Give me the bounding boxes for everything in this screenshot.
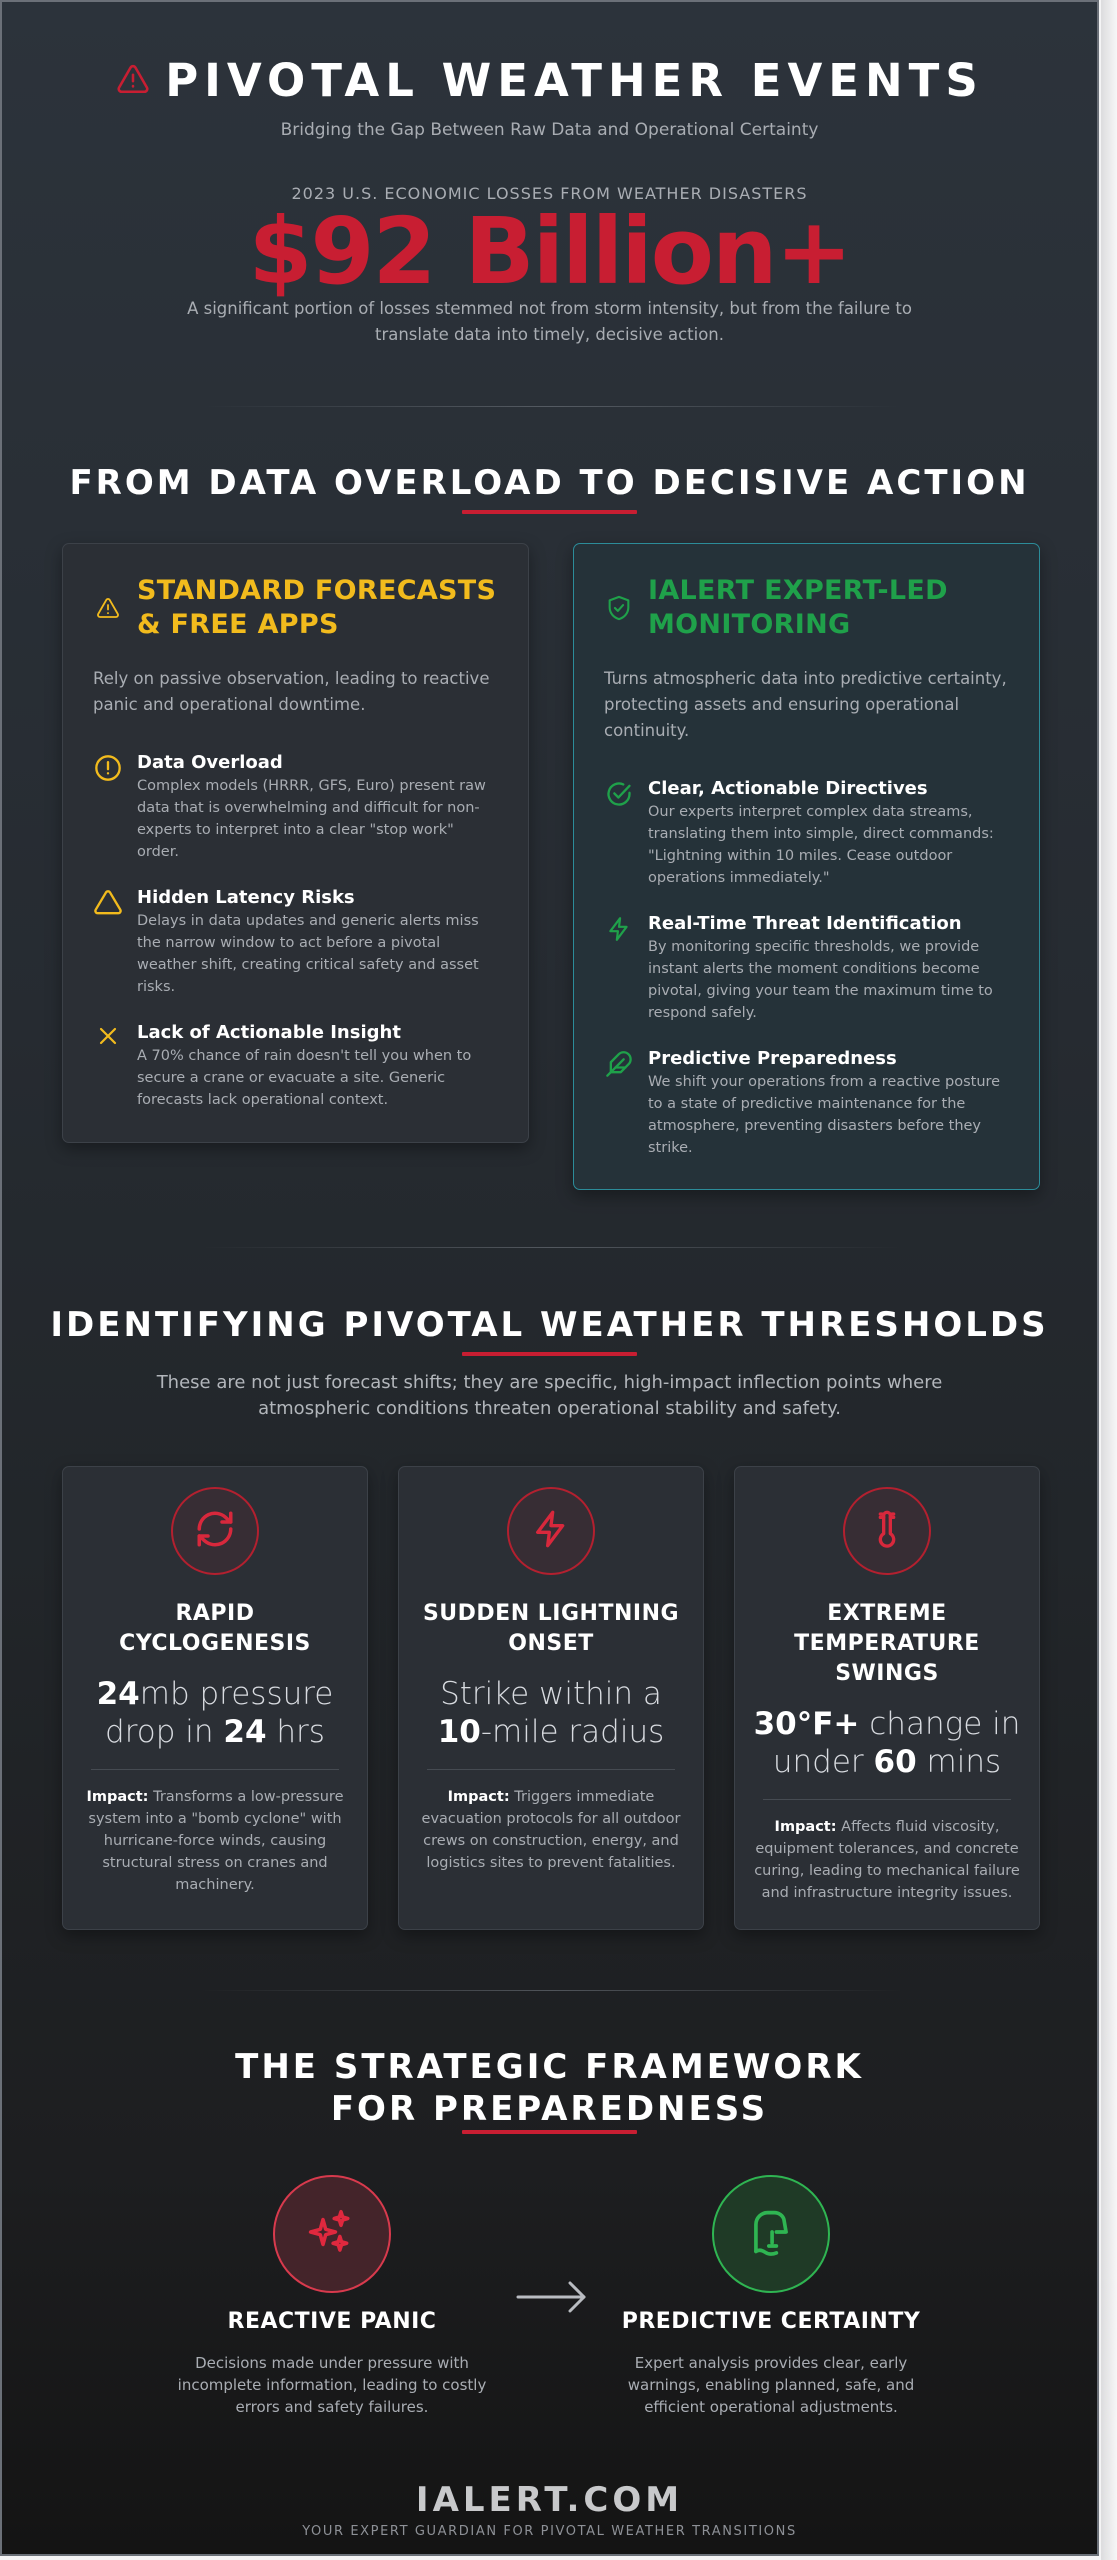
list-item bbox=[604, 913, 1009, 1024]
lightning-icon bbox=[604, 913, 634, 1024]
threshold-metric: 24mb pressure drop in 24 hrs bbox=[96, 1676, 334, 1750]
card-title: IALERT EXPERT-LED MONITORING bbox=[648, 575, 948, 640]
thresholds-section-title: IDENTIFYING PIVOTAL WEATHER THRESHOLDS bbox=[50, 1305, 1049, 1345]
reactive-panic-column bbox=[172, 2175, 492, 2418]
framework-section-title: THE STRATEGIC FRAMEWORK FOR PREPAREDNESS bbox=[235, 2047, 864, 2129]
card-description: Turns atmospheric data into predictive certainty, protecting assets and ensuring operational continuity. bbox=[604, 669, 1007, 740]
stat-description: A significant portion of losses stemmed not from storm intensity, but from the failure to translate data into timely, decisive action. bbox=[187, 299, 912, 344]
card-divider bbox=[763, 1799, 1011, 1800]
standard-forecasts-card bbox=[62, 543, 529, 1143]
triangle-icon bbox=[93, 887, 123, 998]
item-title: Predictive Preparedness bbox=[648, 1048, 897, 1069]
feather-icon bbox=[604, 1048, 634, 1159]
card-divider bbox=[91, 1769, 339, 1770]
framework-to-title: PREDICTIVE CERTAINTY bbox=[621, 2309, 921, 2334]
item-title: Clear, Actionable Directives bbox=[648, 778, 928, 799]
item-text: Delays in data updates and generic alerts miss the narrow window to act before a pivotal weather shift, creating critical safety and asset risks. bbox=[137, 913, 479, 995]
problem-list bbox=[93, 752, 498, 1111]
item-text: By monitoring specific thresholds, we provide instant alerts the moment conditions become pivotal, giving your team the maximum time to respond safely. bbox=[648, 939, 993, 1021]
threshold-metric: Strike within a 10-mile radius bbox=[437, 1676, 665, 1750]
comparison-section-title: FROM DATA OVERLOAD TO DECISIVE ACTION bbox=[69, 463, 1030, 503]
threshold-metric: 30°F+ change in under 60 mins bbox=[753, 1706, 1021, 1780]
thresholds-description: These are not just forecast shifts; they are specific, high-impact inflection points where atmospheric conditions threaten operational stability and safety. bbox=[156, 1372, 943, 1419]
title-underline bbox=[462, 510, 637, 514]
warning-triangle-icon bbox=[93, 596, 123, 620]
card-description: Rely on passive observation, leading to reactive panic and operational downtime. bbox=[93, 669, 490, 714]
arrow-right-icon bbox=[516, 2277, 588, 2321]
list-item bbox=[604, 1048, 1009, 1159]
framework-from-text: Decisions made under pressure with incomplete information, leading to costly errors and safety failures. bbox=[177, 2354, 487, 2416]
footer-tagline: YOUR EXPERT GUARDIAN FOR PIVOTAL WEATHER TRANSITIONS bbox=[302, 2524, 797, 2539]
stat-label: 2023 U.S. ECONOMIC LOSSES FROM WEATHER DISASTERS bbox=[291, 184, 808, 203]
threshold-title: EXTREME TEMPERATURE SWINGS bbox=[794, 1601, 980, 1686]
ialert-monitoring-card bbox=[573, 543, 1040, 1190]
icon-circle bbox=[273, 2175, 391, 2293]
lightning-icon bbox=[531, 1508, 571, 1554]
page-title: PIVOTAL WEATHER EVENTS bbox=[165, 54, 984, 107]
section-divider bbox=[202, 1990, 902, 1991]
threshold-card-lightning bbox=[398, 1466, 704, 1930]
item-text: We shift your operations from a reactive posture to a state of predictive maintenance for the atmosphere, preventing disasters before they strike. bbox=[648, 1074, 1001, 1156]
list-item bbox=[93, 1022, 498, 1111]
threshold-impact: Impact: Transforms a low-pressure system into a "bomb cyclone" with hurricane-force winds, causing structural stress on cranes and machinery. bbox=[86, 1789, 344, 1893]
item-title: Lack of Actionable Insight bbox=[137, 1022, 401, 1043]
hero-title-row bbox=[2, 54, 1097, 107]
stat-value: $92 Billion+ bbox=[248, 198, 851, 305]
item-text: Our experts interpret complex data streams, translating them into simple, direct commands: "Lightning within 10 miles. Cease outdoor operations immediately." bbox=[648, 804, 994, 886]
icon-circle bbox=[171, 1487, 259, 1575]
warning-triangle-icon bbox=[115, 62, 151, 100]
check-circle-icon bbox=[604, 778, 634, 889]
framework-from-title: REACTIVE PANIC bbox=[227, 2309, 437, 2334]
threshold-impact: Impact: Affects fluid viscosity, equipment tolerances, and concrete curing, leading to mechanical failure and infrastructure integrity issues. bbox=[754, 1819, 1020, 1901]
card-divider bbox=[427, 1769, 675, 1770]
section-divider bbox=[202, 1247, 902, 1248]
threshold-card-temperature bbox=[734, 1466, 1040, 1930]
umbrella-icon bbox=[745, 2204, 797, 2264]
sparkles-icon bbox=[305, 2205, 359, 2263]
icon-circle bbox=[712, 2175, 830, 2293]
solution-list bbox=[604, 778, 1009, 1159]
card-header bbox=[604, 574, 1009, 642]
threshold-title: SUDDEN LIGHTNING ONSET bbox=[422, 1601, 680, 1656]
list-item bbox=[93, 887, 498, 998]
icon-circle bbox=[843, 1487, 931, 1575]
x-icon bbox=[93, 1022, 123, 1111]
list-item bbox=[604, 778, 1009, 889]
section-divider bbox=[202, 406, 902, 407]
item-title: Real-Time Threat Identification bbox=[648, 913, 962, 934]
thermometer-icon bbox=[867, 1508, 907, 1554]
predictive-certainty-column bbox=[611, 2175, 931, 2418]
icon-circle bbox=[507, 1487, 595, 1575]
list-item bbox=[93, 752, 498, 863]
page-subtitle: Bridging the Gap Between Raw Data and Operational Certainty bbox=[280, 120, 819, 140]
item-text: A 70% chance of rain doesn't tell you when to secure a crane or evacuate a site. Generic forecasts lack operational context. bbox=[137, 1048, 472, 1108]
item-title: Hidden Latency Risks bbox=[137, 887, 355, 908]
threshold-impact: Impact: Triggers immediate evacuation protocols for all outdoor crews on construction, energy, and logistics sites to prevent fatalities. bbox=[421, 1789, 681, 1871]
footer-brand: IALERT.COM bbox=[415, 2480, 684, 2520]
item-text: Complex models (HRRR, GFS, Euro) present raw data that is overwhelming and difficult for non-experts to interpret into a clear "stop work" order. bbox=[137, 778, 486, 860]
alert-circle-icon bbox=[93, 752, 123, 863]
title-underline bbox=[462, 1352, 637, 1356]
card-title: STANDARD FORECASTS & FREE APPS bbox=[137, 575, 497, 640]
title-underline bbox=[462, 2130, 637, 2134]
threshold-title: RAPID CYCLOGENESIS bbox=[119, 1601, 311, 1656]
item-title: Data Overload bbox=[137, 752, 283, 773]
refresh-cycle-icon bbox=[194, 1508, 236, 1554]
window-edge bbox=[1101, 0, 1117, 2560]
framework-to-text: Expert analysis provides clear, early warnings, enabling planned, safe, and efficient operational adjustments. bbox=[627, 2354, 915, 2416]
card-header bbox=[93, 574, 498, 642]
threshold-card-cyclogenesis bbox=[62, 1466, 368, 1930]
shield-check-icon bbox=[604, 594, 634, 622]
